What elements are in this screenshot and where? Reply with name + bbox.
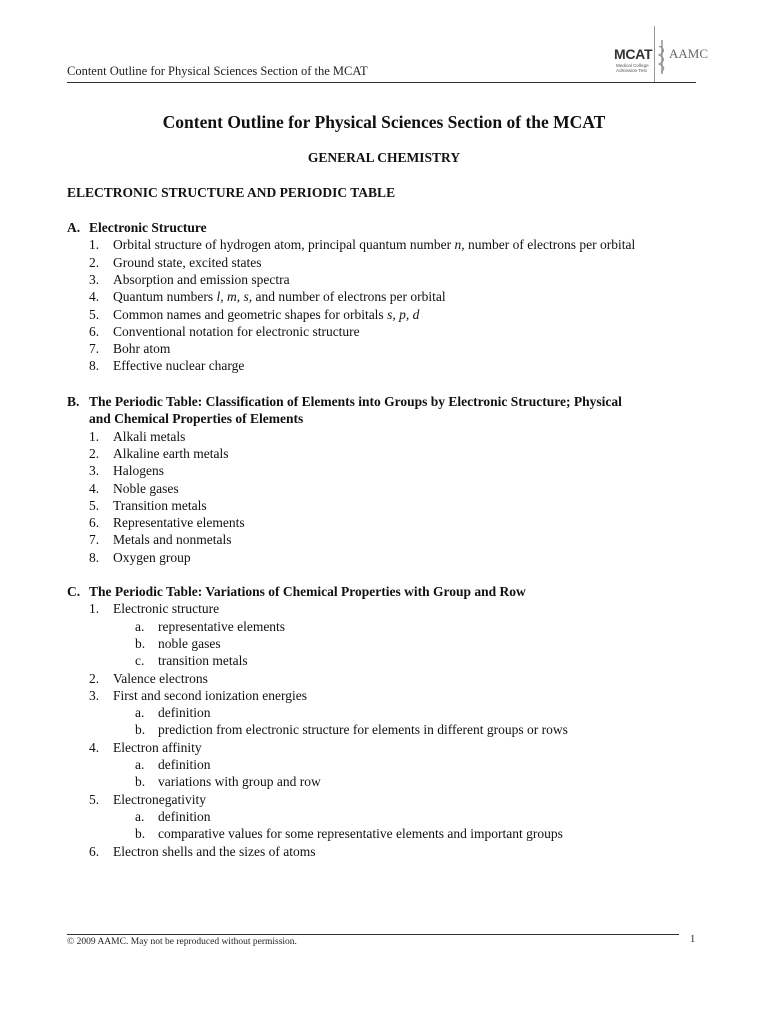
item-number: 4. [89, 480, 100, 496]
outline-item: Electronegativity [113, 791, 206, 807]
outline-item: Halogens [113, 463, 164, 479]
section-heading: and Chemical Properties of Elements [89, 411, 304, 427]
outline-subitem: transition metals [158, 653, 248, 669]
item-number: 7. [89, 341, 100, 357]
section-heading: Electronic Structure [89, 220, 207, 235]
outline-item: Electron affinity [113, 739, 202, 755]
logo-small-line-1: Medical College [616, 63, 649, 68]
outline-item: Ground state, excited states [113, 254, 262, 270]
outline-item: Transition metals [113, 497, 207, 513]
item-number: 3. [89, 463, 100, 479]
item-number: 1. [89, 237, 100, 253]
outline-subitem: comparative values for some representative elements and important groups [158, 826, 563, 842]
outline-item: Absorption and emission spectra [113, 271, 290, 287]
item-number: 6. [89, 323, 100, 339]
outline-subitem: definition [158, 808, 211, 824]
outline-subitem: prediction from electronic structure for elements in different groups or rows [158, 722, 568, 738]
logo-separator [654, 26, 655, 82]
section-letter: C. [67, 584, 81, 599]
outline-item: Alkaline earth metals [113, 445, 229, 461]
outline-subitem: representative elements [158, 618, 286, 634]
section-heading: The Periodic Table: Classification of Elements into Groups by Electronic Structure; Physical [89, 394, 622, 409]
outline-item: First and second ionization energies [113, 687, 307, 703]
subitem-letter: a. [135, 757, 145, 772]
outline-subitem: definition [158, 705, 211, 721]
subitem-letter: b. [135, 635, 146, 651]
outline-item: Conventional notation for electronic structure [113, 323, 360, 339]
topic-heading: ELECTRONIC STRUCTURE AND PERIODIC TABLE [67, 185, 396, 200]
subitem-letter: a. [135, 618, 145, 634]
item-number: 2. [89, 670, 100, 686]
outline-item: Oxygen group [113, 549, 191, 565]
item-number: 4. [89, 739, 100, 755]
section-letter: B. [67, 394, 80, 409]
section-letter: A. [67, 220, 81, 235]
outline-item: Electronic structure [113, 601, 220, 617]
outline-subitem: definition [158, 757, 211, 772]
item-number: 2. [89, 445, 100, 461]
outline-item: Quantum numbers l, m, s, and number of electrons per orbital [113, 289, 446, 305]
item-number: 8. [89, 358, 100, 374]
outline-item: Common names and geometric shapes for orbitals s, p, d [113, 306, 420, 322]
caduceus-icon [657, 40, 667, 74]
item-number: 7. [89, 532, 100, 548]
item-number: 2. [89, 254, 100, 270]
subitem-letter: c. [135, 653, 145, 669]
subitem-letter: b. [135, 722, 146, 738]
item-number: 5. [89, 497, 100, 513]
page-number: 1 [690, 934, 696, 945]
outline-item: Effective nuclear charge [113, 358, 245, 374]
item-number: 1. [89, 428, 100, 444]
footer-copyright: © 2009 AAMC. May not be reproduced without permission. [67, 937, 297, 947]
outline-item: Metals and nonmetals [113, 532, 232, 548]
subitem-letter: a. [135, 705, 145, 721]
item-number: 6. [89, 843, 100, 859]
outline-item: Electron shells and the sizes of atoms [113, 843, 316, 859]
outline-item: Representative elements [113, 515, 245, 531]
outline-item: Alkali metals [113, 428, 186, 444]
outline-subitem: noble gases [158, 635, 221, 651]
document-subtitle: GENERAL CHEMISTRY [307, 150, 461, 165]
outline-item: Noble gases [113, 480, 179, 496]
outline-item: Bohr atom [113, 341, 171, 357]
item-number: 8. [89, 549, 100, 565]
item-number: 3. [89, 271, 100, 287]
item-number: 5. [89, 791, 100, 807]
outline-subitem: variations with group and row [158, 774, 321, 790]
logo-aamc-text: AAMC [669, 46, 709, 61]
page-header-text: Content Outline for Physical Sciences Section of the MCAT [67, 64, 368, 78]
item-number: 5. [89, 306, 100, 322]
outline-item: Orbital structure of hydrogen atom, principal quantum number n, number of electrons per orbital [113, 237, 636, 253]
mcat-aamc-logo [614, 26, 709, 84]
logo-small-line-2: Admission Test [616, 68, 647, 73]
item-number: 6. [89, 515, 100, 531]
logo-mcat-text: MCAT [614, 46, 653, 62]
subitem-letter: a. [135, 808, 145, 824]
footer-rule [67, 934, 679, 935]
document-title: Content Outline for Physical Sciences Section of the MCAT [162, 112, 606, 132]
section-heading: The Periodic Table: Variations of Chemical Properties with Group and Row [89, 584, 526, 599]
subitem-letter: b. [135, 826, 146, 842]
item-number: 1. [89, 601, 100, 617]
outline-item: Valence electrons [113, 670, 208, 686]
item-number: 3. [89, 687, 100, 703]
subitem-letter: b. [135, 774, 146, 790]
header-rule [67, 82, 696, 83]
item-number: 4. [89, 289, 100, 305]
